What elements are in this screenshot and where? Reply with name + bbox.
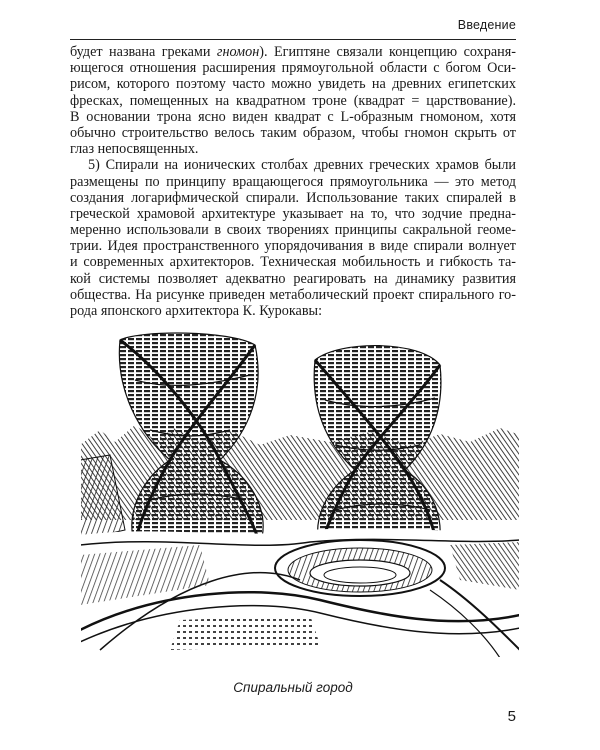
text-line: меренно использовали в своих творениях принципы сакральной геоме- [70, 222, 516, 239]
figure-caption: Спиральный город [233, 680, 353, 695]
spiral-city-illustration [80, 330, 520, 658]
text-line: рисом, которого поэтому часто можно увидеть на древних египетских [70, 76, 516, 93]
text-line: греческой храмовой архитектуре указывает на то, что зодчие предна- [70, 205, 516, 222]
text-line: кой системы позволяет адекватно реагировать на динамику развития [70, 270, 516, 287]
text-line: создания логарифмической спирали. Использование таких спиралей в [70, 189, 516, 206]
text-line: В основании трона ясно виден квадрат с L-образным гномоном, хотя [70, 108, 516, 125]
running-header [70, 18, 516, 40]
header-title: Введение [457, 18, 516, 32]
text-span: ). Египтяне связали концепцию сохраня- [259, 44, 516, 60]
text-line: ющегося отношения расширения прямоугольной области с богом Оси- [70, 60, 516, 77]
text-line: трии. Идея пространственного упорядочивания в виде спирали волнует [70, 238, 516, 255]
text-line: фресках, помещенных на квадратном троне (квадрат = царствование). [70, 92, 516, 109]
text-span: будет названа греками [70, 44, 217, 60]
text-line: 5) Спирали на ионических столбах древних греческих храмов были [88, 157, 516, 174]
term-gnomon: гномон [216, 44, 260, 60]
text-line: рода японского архитектора К. Курокавы: [70, 303, 323, 319]
amphitheater [275, 540, 445, 596]
text-line: глаз непосвященных. [70, 141, 199, 158]
text-line: размещены по принципу вращающегося прямоугольника — это метод [70, 173, 516, 190]
text-line: общества. На рисунке приведен метаболический проект спирального го- [70, 286, 516, 303]
text-line: и современных архитекторов. Техническая мобильность и гибкость та- [70, 254, 516, 271]
paragraph-1 [70, 44, 516, 157]
text-line [70, 44, 516, 60]
paragraph-2 [70, 157, 516, 319]
body-text [70, 44, 516, 319]
page-number: 5 [507, 708, 516, 725]
header-rule [70, 39, 516, 40]
text-line: обычно строительство велось таким образом, чтобы гномон скрыть от [70, 124, 516, 141]
